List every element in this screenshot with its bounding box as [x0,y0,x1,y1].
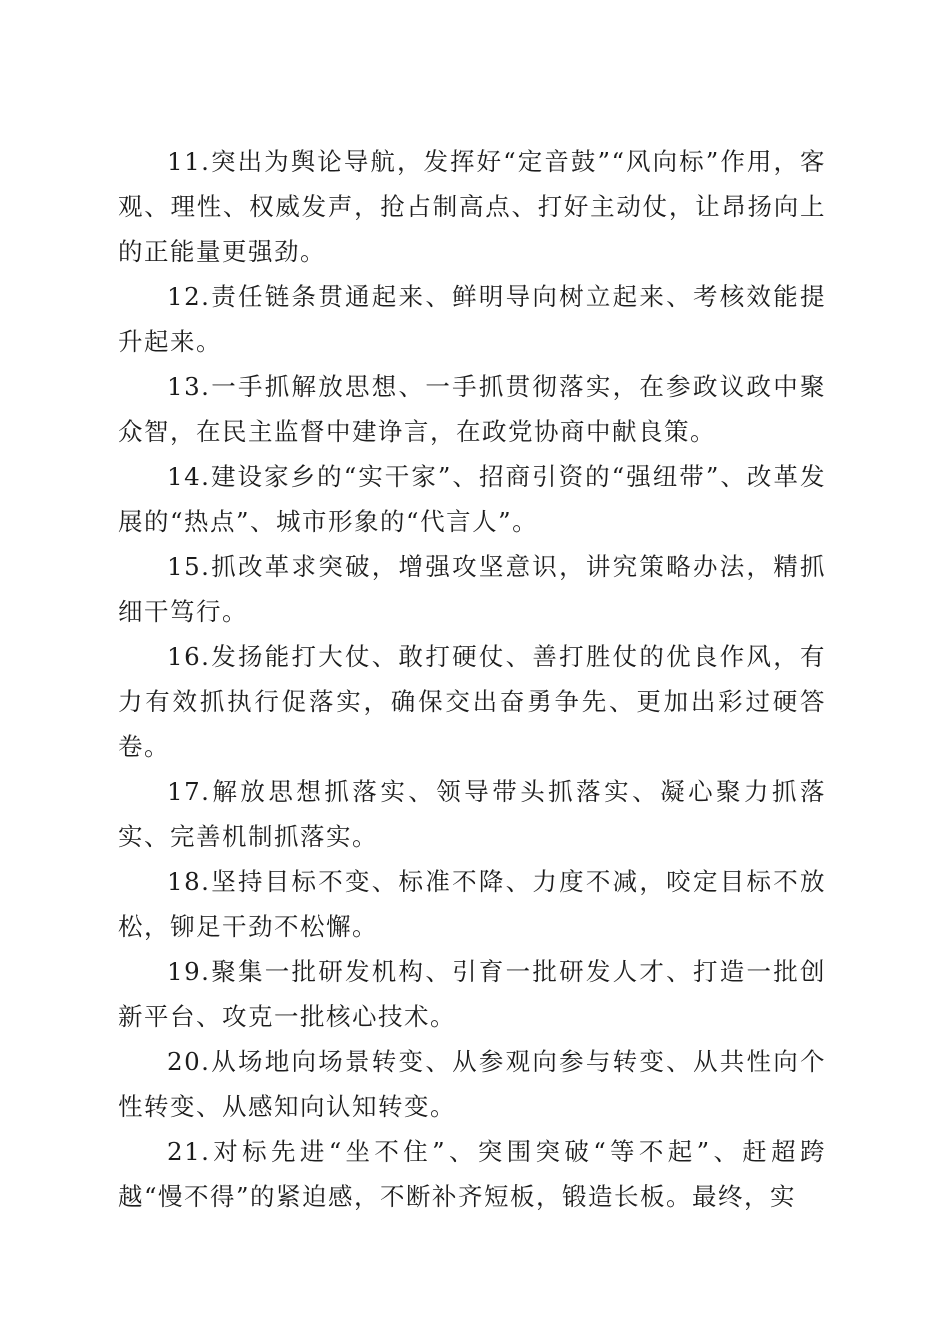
paragraph-21: 21.对标先进“坐不住”、突围突破“等不起”、赶超跨越“慢不得”的紧迫感，不断补齐短板，锻造长板。最终，实 [118,1137,826,1211]
paragraph-15: 15.抓改革求突破，增强攻坚意识，讲究策略办法，精抓细干笃行。 [118,552,826,626]
paragraph-11: 11.突出为舆论导航，发挥好“定音鼓”“风向标”作用，客观、理性、权威发声，抢占制高点、打好主动仗，让昂扬向上的正能量更强劲。 [118,147,826,266]
paragraph-16: 16.发扬能打大仗、敢打硬仗、善打胜仗的优良作风，有力有效抓执行促落实，确保交出奋勇争先、更加出彩过硬答卷。 [118,642,826,761]
paragraph-18: 18.坚持目标不变、标准不降、力度不减，咬定目标不放松，铆足干劲不松懈。 [118,867,826,941]
document-body [118,139,826,1219]
paragraph-14: 14.建设家乡的“实干家”、招商引资的“强纽带”、改革发展的“热点”、城市形象的“代言人”。 [118,462,826,536]
paragraph-12: 12.责任链条贯通起来、鲜明导向树立起来、考核效能提升起来。 [118,282,826,356]
paragraph-17: 17.解放思想抓落实、领导带头抓落实、凝心聚力抓落实、完善机制抓落实。 [118,777,826,851]
paragraph-19: 19.聚集一批研发机构、引育一批研发人才、打造一批创新平台、攻克一批核心技术。 [118,957,826,1031]
paragraph-20: 20.从场地向场景转变、从参观向参与转变、从共性向个性转变、从感知向认知转变。 [118,1047,826,1121]
paragraph-13: 13.一手抓解放思想、一手抓贯彻落实，在参政议政中聚众智，在民主监督中建诤言，在政党协商中献良策。 [118,372,826,446]
